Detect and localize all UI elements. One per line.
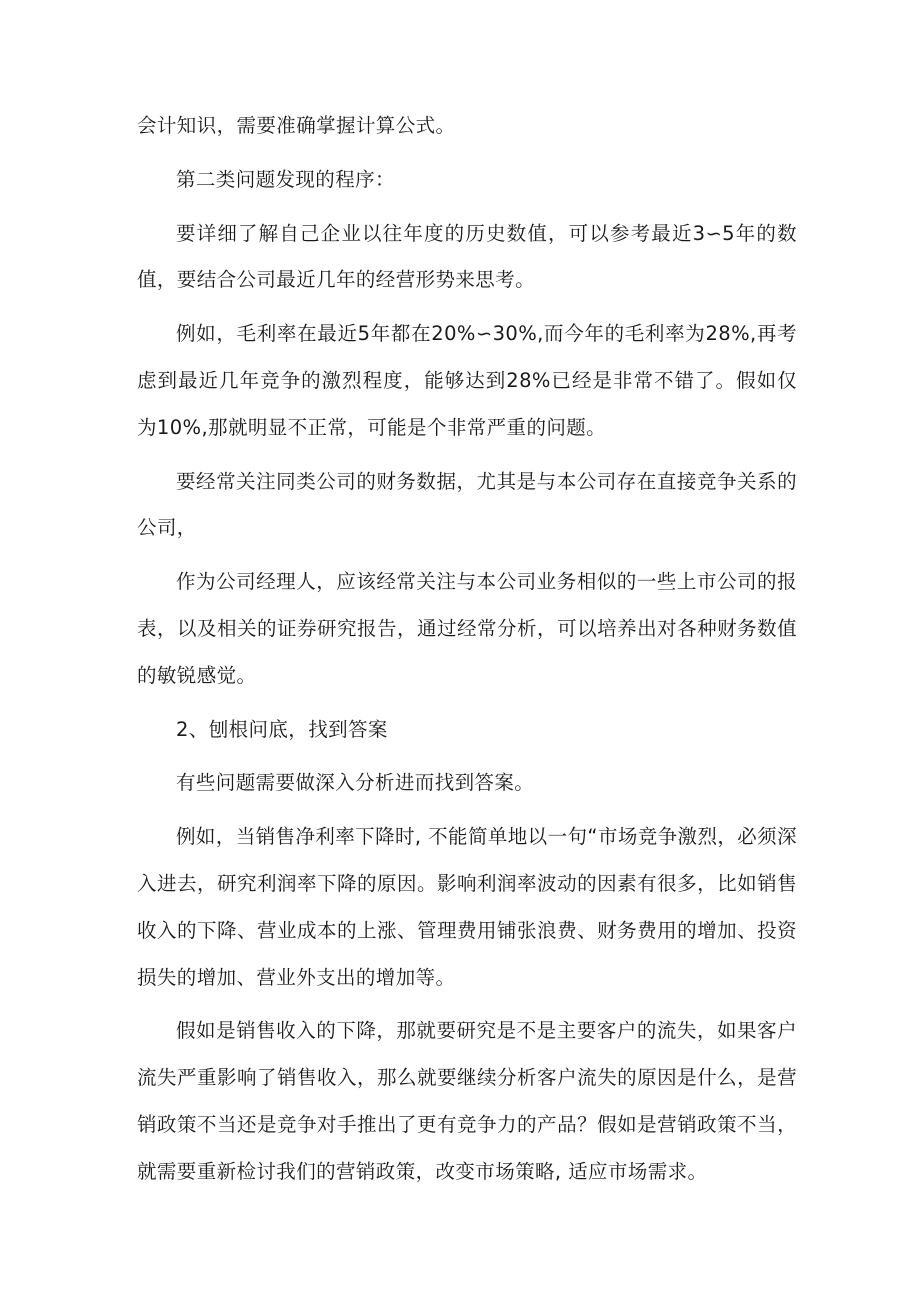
paragraph: 有些问题需要做深入分析进而找到答案。: [176, 771, 535, 795]
paragraph: 第二类问题发现的程序：: [176, 167, 395, 191]
paragraph: 例如，毛利率在最近5年都在20%∽30%,而今年的毛利率为28%,再考虑到最近几年竞争的激烈程度，能够达到28%已经是非常不错了。假如仅为10%,那就明显不正常，可能是个非常严重的问题。: [137, 322, 797, 439]
paragraph: 例如，当销售净利率下降时, 不能简单地以一句“市场竞争激烈，必须深入进去，研究利润率下降的原因。影响利润率波动的因素有很多，比如销售收入的下降、营业成本的上涨、管理费用铺张浪费、财务费用的增加、投资损失的增加、营业外支出的增加等。: [137, 825, 797, 989]
section-heading: 2、刨根问底，找到答案: [176, 717, 388, 741]
paragraph: 要经常关注同类公司的财务数据，尤其是与本公司存在直接竞争关系的公司，: [137, 469, 797, 540]
paragraph: 假如是销售收入的下降，那就要研究是不是主要客户的流失，如果客户流失严重影响了销售收入，那么就要继续分析客户流失的原因是什么，是营销政策不当还是竞争对手推出了更有竞争力的产品？假如是营销政策不当，就需要重新检讨我们的营销政策，改变市场策略, 适应市场需求。: [137, 1019, 797, 1183]
document-body: [137, 103, 797, 1203]
paragraph: 作为公司经理人，应该经常关注与本公司业务相似的一些上市公司的报表，以及相关的证券研究报告，通过经常分析，可以培养出对各种财务数值的敏锐感觉。: [137, 570, 797, 687]
paragraph: 会计知识，需要准确掌握计算公式。: [137, 114, 456, 137]
paragraph: 要详细了解自己企业以往年度的历史数值，可以参考最近3∽5年的数值，要结合公司最近几年的经营形势来思考。: [137, 221, 797, 292]
